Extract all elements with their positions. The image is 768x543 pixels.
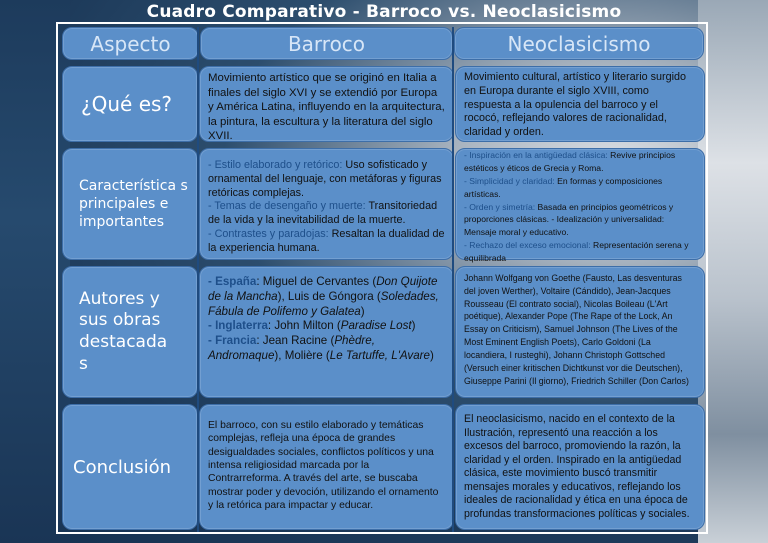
cell-conclusion-neoclasicismo [455,404,705,530]
cell-conclusion-barroco [199,404,454,530]
autores-text: ) [411,319,416,333]
header-aspecto-label: Aspecto [90,31,171,56]
cell-que-es-neoclasicismo [455,66,705,142]
autores-espana-key: - España [208,275,257,288]
autores-inglaterra [208,319,445,334]
background-right [698,0,768,543]
que-es-barroco-text: Movimiento artístico que se originó en Italia a finales del siglo XVI y se extendió por Europa y América Latina, influyendo en la arquitectura, la pintura, la escultura y la literatura del siglo XVII. [208,72,445,143]
cell-caracteristicas-barroco [199,148,454,260]
car-barroco-key: - Temas de desengaño y muerte: [208,200,366,213]
car-neo-key: - Rechazo del exceso emocional: [464,240,591,251]
car-neo-item [464,149,696,175]
row-label-autores [62,266,198,398]
car-barroco-key: - Estilo elaborado y retórico: [208,159,343,171]
autores-espana [208,275,445,319]
car-barroco-val: Uso sofisticado y ornamental del lenguaje, con metáforas y figuras retóricas complejas. [208,159,442,199]
car-neo-item [464,175,696,201]
car-neo-item [464,201,696,240]
row-label-caracteristicas [62,148,198,260]
autores-work: Paradise Lost [340,319,412,333]
autores-work: Phèdre, Andromaque [208,334,375,363]
car-neo-val: Representación serena y equilibrada [464,240,689,264]
page-title: Cuadro Comparativo - Barroco vs. Neoclasicismo [146,2,622,22]
conclusion-barroco-text: El barroco, con su estilo elaborado y temáticas complejas, refleja una época de grandes desigualdades sociales, conflictos políticos y una intensa religiosidad marcada por la Contrarreforma. A través del arte, se buscaba mostrar poder y devoción, utilizando el ornamento y la retórica para impactar y educar. [208,420,439,511]
autores-text: : John Milton ( [267,319,341,333]
car-barroco-key: - Contrastes y paradojas: [208,228,329,241]
car-barroco-item [208,159,445,200]
header-barroco-label: Barroco [287,31,366,56]
car-neo-val: Revive principios estéticos y éticos de Grecia y Roma. [464,150,676,173]
row-label-caracteristicas-text: Característica s principales e importantes [79,177,188,231]
row-label-que-es [62,66,198,142]
car-neo-key: - Simplicidad y claridad: [464,175,555,186]
car-barroco-val: Resaltan la dualidad de la experiencia humana. [208,228,445,254]
cell-autores-neoclasicismo [455,266,705,398]
autores-inglaterra-key: - Inglaterra [208,319,268,333]
autores-text: : Jean Racine ( [256,334,335,348]
header-neoclasicismo-label: Neoclasicismo [507,31,651,56]
header-barroco [200,27,453,60]
autores-francia-key: - Francia [208,334,257,348]
autores-text: ) [360,304,365,318]
cell-caracteristicas-neoclasicismo [455,148,705,264]
autores-work: Soledades, Fábula de Polifemo y Galatea [208,289,439,318]
autores-text: : Miguel de Cervantes ( [256,275,377,288]
que-es-neoclasicismo-text: Movimiento cultural, artístico y literario surgido en Europa durante el siglo XVIII, como respuesta a la opulencia del barroco y el rococó, reflejando valores de racionalidad, claridad y orden. [464,71,687,139]
autores-text: ), Molière ( [274,349,330,363]
autores-text: ) [429,349,434,363]
car-neo-key: - Orden y simetría: [464,201,536,212]
column-divider [452,27,454,532]
autores-work: Le Tartuffe, L'Avare [329,349,430,363]
car-neo-item [464,239,696,265]
row-label-que-es-text: ¿Qué es? [81,92,173,116]
row-label-autores-text: Autores y sus obras destacada s [79,288,168,374]
autores-neo-text: Johann Wolfgang von Goethe (Fausto, Las desventuras del joven Werther), Voltaire (Cándido), Jean-Jacques Rousseau (El contrato social), Nicolas Boileau (L'Art poétique), Alexander Pope (The Rape of the Lock, An Essay on Criticism), Samuel Johnson (The Lives of the Most Eminent English Poets), Carlo Goldoni (La locandiera, I rusteghi), Johann Christoph Gottsched (Versuch einer kritischen Dichtkunst vor die Deutschen), Giuseppe Parini (Il giorno), Friedrich Schiller (Don Carlos) [464,273,689,386]
autores-text: ), Luis de Góngora ( [277,289,381,303]
car-neo-val: Basada en principios geométricos y proporciones clásicas. - Idealización y universalidad: Mensaje moral y educativo. [464,201,674,238]
car-neo-key: - Inspiración en la antigüedad clásica: [464,150,608,160]
row-label-conclusion [62,404,198,530]
cell-autores-barroco [199,266,454,398]
header-neoclasicismo [454,27,704,60]
car-barroco-item [208,228,445,256]
car-neo-val: En formas y composiciones artísticas. [464,175,663,199]
cell-que-es-barroco [199,66,454,142]
row-label-conclusion-text: Conclusión [73,456,172,478]
car-barroco-item [208,200,445,228]
autores-work: Don Quijote de la Mancha [208,275,438,303]
conclusion-neo-text: El neoclasicismo, nacido en el contexto de la Ilustración, representó una reacción a los excesos del barroco, promoviendo la razón, la claridad y el orden. Inspirado en la antigüedad clásica, este movimiento buscó transmitir mensajes morales y educativos, reflejando los ideales de racionalidad y ética en una época de profundas transformaciones políticas y sociales. [464,413,690,520]
header-aspecto [62,27,199,60]
car-barroco-val: Transitoriedad de la vida y la inevitabilidad de la muerte. [208,200,438,227]
column-divider [197,27,199,532]
autores-francia [208,334,445,364]
